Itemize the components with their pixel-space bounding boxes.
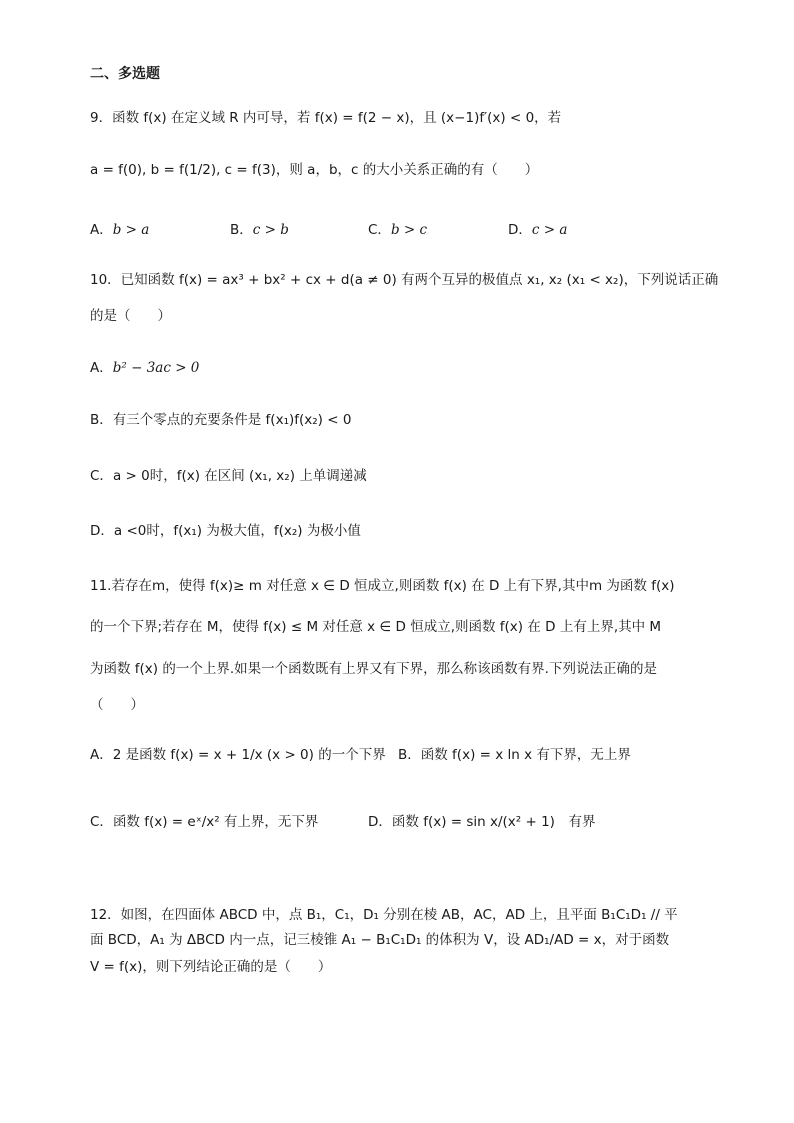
option-text: b² − 3ac > 0 <box>112 360 200 376</box>
q12-stem-line1: 12．如图，在四面体 ABCD 中，点 B₁，C₁，D₁ 分别在棱 AB，AC，AD 上，且平面 B₁C₁D₁ // 平 <box>90 907 678 923</box>
option-letter: C． <box>368 222 391 238</box>
q9-option-a <box>90 220 149 240</box>
option-letter: B． <box>90 412 113 428</box>
option-letter: B． <box>398 747 421 763</box>
option-letter: D． <box>508 222 532 238</box>
option-letter: D． <box>368 814 392 830</box>
q12-stem-line2: 面 BCD，A₁ 为 ΔBCD 内一点，记三棱锥 A₁ − B₁C₁D₁ 的体积为 V，设 AD₁/AD = x，对于函数 <box>90 932 670 948</box>
q11-option-a <box>90 745 386 765</box>
section-heading: 二、多选题 <box>90 66 160 82</box>
option-text: 函数 f(x) = sin x/(x² + 1) 有界 <box>391 814 596 830</box>
q9-stem-line2: a = f(0), b = f(1/2), c = f(3)，则 a，b，c 的大小关系正确的有（ ） <box>90 162 539 178</box>
option-text: 函数 f(x) = x ln x 有下界，无上界 <box>420 747 631 763</box>
option-text: 函数 f(x) = eˣ/x² 有上界，无下界 <box>112 814 319 830</box>
q10-stem-line1: 10．已知函数 f(x) = ax³ + bx² + cx + d(a ≠ 0) 有两个互异的极值点 x₁, x₂ (x₁ < x₂)，下列说话正确 <box>90 272 719 288</box>
option-letter: A． <box>90 747 113 763</box>
q9-option-b <box>230 220 289 240</box>
q10-option-b <box>90 410 351 430</box>
q11-stem-line2: 的一个下界;若存在 M，使得 f(x) ≤ M 对任意 x ∈ D 恒成立,则函数 f(x) 在 D 上有上界,其中 M <box>90 619 662 635</box>
option-letter: B． <box>230 222 253 238</box>
q11-stem-line3: 为函数 f(x) 的一个上界.如果一个函数既有上界又有下界，那么称该函数有界.下列说法正确的是 <box>90 661 657 677</box>
q11-option-d <box>368 812 595 832</box>
q10-option-d <box>90 521 361 541</box>
option-letter: D． <box>90 523 114 539</box>
q11-stem-line1: 11.若存在m，使得 f(x)≥ m 对任意 x ∈ D 恒成立,则函数 f(x) 在 D 上有下界,其中m 为函数 f(x) <box>90 578 675 594</box>
option-letter: C． <box>90 814 113 830</box>
option-text: b > a <box>112 222 150 238</box>
q11-option-b <box>398 745 631 765</box>
option-letter: A． <box>90 222 113 238</box>
q12-stem-line3: V = f(x)，则下列结论正确的是（ ） <box>90 959 332 975</box>
option-text: 有三个零点的充要条件是 f(x₁)f(x₂) < 0 <box>112 412 352 428</box>
q10-option-c <box>90 466 367 486</box>
option-text: c > a <box>531 222 568 238</box>
option-text: 2 是函数 f(x) = x + 1/x (x > 0) 的一个下界 <box>112 747 386 763</box>
option-text: b > c <box>390 222 428 238</box>
q11-option-c <box>90 812 318 832</box>
option-text: a <0时，f(x₁) 为极大值，f(x₂) 为极小值 <box>113 523 361 539</box>
option-letter: A． <box>90 360 113 376</box>
q11-stem-line4: （ ） <box>90 697 144 713</box>
q9-stem-line1: 9．函数 f(x) 在定义域 R 内可导，若 f(x) = f(2 − x)，且 (x−1)f′(x) < 0，若 <box>90 110 562 126</box>
option-text: c > b <box>252 222 289 238</box>
q9-option-c <box>368 220 427 240</box>
q10-option-a <box>90 358 199 378</box>
option-letter: C． <box>90 468 113 484</box>
option-text: a > 0时，f(x) 在区间 (x₁, x₂) 上单调递减 <box>112 468 367 484</box>
q9-option-d <box>508 220 567 240</box>
q10-stem-line2: 的是（ ） <box>90 308 171 324</box>
